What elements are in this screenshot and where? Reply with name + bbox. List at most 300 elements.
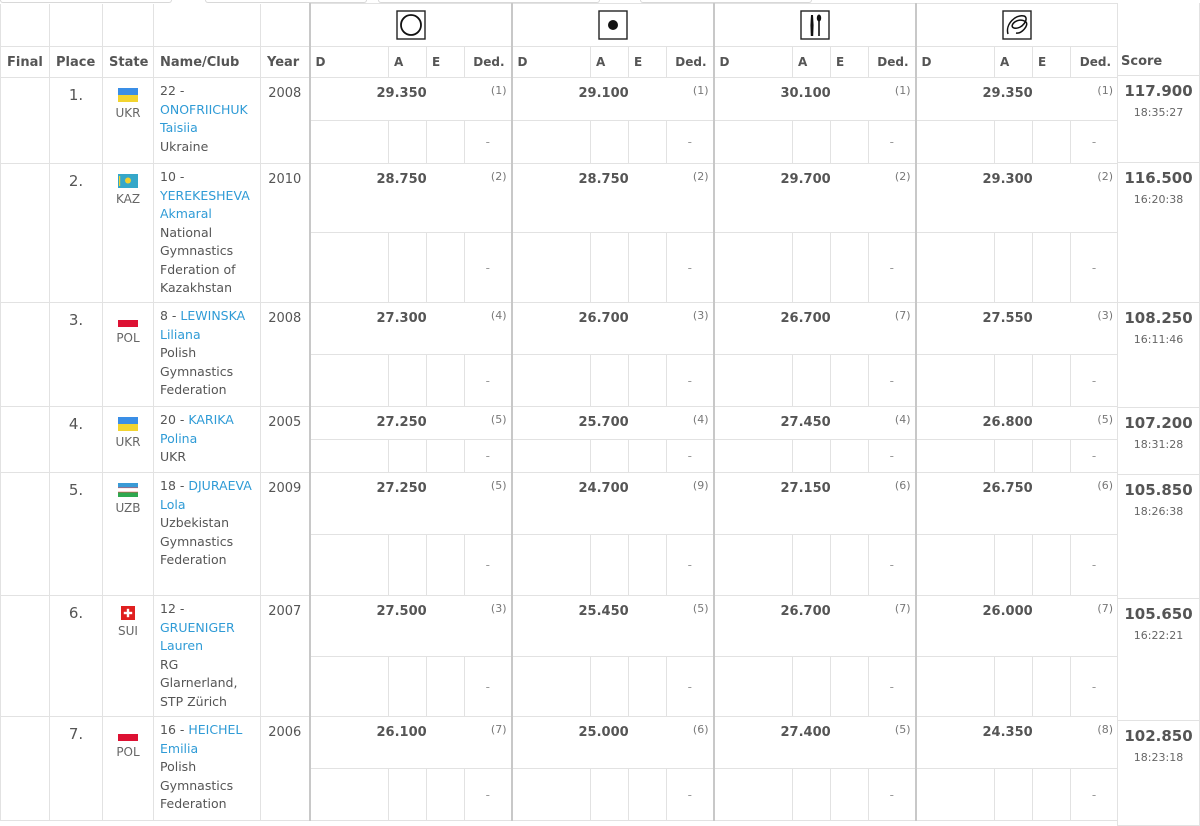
a-score-cell — [793, 121, 831, 164]
subheader-d: D — [310, 47, 389, 78]
apparatus-score: 30.100 — [780, 86, 831, 101]
apparatus-score-cell — [512, 717, 714, 769]
apparatus-score-cell — [512, 596, 714, 657]
subheader-d: D — [714, 47, 793, 78]
state-cell — [103, 407, 154, 473]
a-score-cell — [389, 121, 427, 164]
place-cell: 3. — [50, 303, 103, 407]
place-cell: 2. — [50, 164, 103, 303]
year-cell: 2007 — [261, 596, 310, 717]
a-score-cell — [591, 440, 629, 473]
year-cell: 2010 — [261, 164, 310, 303]
apparatus-rank: (3) — [490, 602, 507, 615]
a-score-cell — [995, 440, 1033, 473]
apparatus-rank: (5) — [490, 413, 507, 426]
apparatus-score-cell — [310, 407, 512, 440]
e-score-cell — [1033, 355, 1071, 407]
name-club-cell — [154, 78, 261, 164]
e-score-cell — [427, 440, 465, 473]
d-score-cell — [916, 769, 995, 821]
ded-cell: - — [667, 233, 714, 303]
score-cell — [1117, 599, 1200, 721]
a-score-cell — [995, 535, 1033, 596]
table-row[interactable] — [1, 596, 1118, 657]
d-score-cell — [714, 657, 793, 717]
apparatus-rank: (5) — [692, 602, 709, 615]
apparatus-rank: (4) — [894, 413, 911, 426]
apparatus-rank: (2) — [490, 170, 507, 183]
header-place[interactable]: Place — [50, 47, 103, 78]
e-score-cell — [1033, 657, 1071, 717]
apparatus-score: 29.350 — [982, 86, 1033, 101]
d-score-cell — [714, 769, 793, 821]
header-state[interactable]: State — [103, 47, 154, 78]
apparatus-score-cell — [714, 717, 916, 769]
state-cell — [103, 717, 154, 821]
d-score-cell — [714, 535, 793, 596]
sui-flag-icon — [118, 606, 138, 620]
country-code: KAZ — [115, 192, 141, 206]
subheader-d: D — [916, 47, 995, 78]
header-spacer — [50, 4, 103, 47]
total-score: 116.500 — [1124, 169, 1193, 187]
apparatus-score-cell — [714, 303, 916, 355]
table-row[interactable] — [1, 717, 1118, 769]
ded-cell: - — [869, 233, 916, 303]
a-score-cell — [793, 233, 831, 303]
e-score-cell — [629, 355, 667, 407]
e-score-cell — [831, 440, 869, 473]
apparatus-score: 26.700 — [780, 604, 831, 619]
score-cell — [1117, 408, 1200, 475]
athlete-link[interactable]: GRUENIGER Lauren — [160, 619, 235, 653]
d-score-cell — [916, 535, 995, 596]
apparatus-score: 27.450 — [780, 415, 831, 430]
apparatus-score: 27.400 — [780, 725, 831, 740]
d-score-cell — [512, 769, 591, 821]
apparatus-score-cell — [916, 164, 1118, 233]
a-score-cell — [389, 233, 427, 303]
e-score-cell — [831, 121, 869, 164]
apparatus-score: 27.150 — [780, 481, 831, 496]
apparatus-score-cell — [916, 303, 1118, 355]
e-score-cell — [629, 440, 667, 473]
score-cell — [1117, 721, 1200, 826]
apparatus-score-cell — [512, 473, 714, 535]
year-cell: 2008 — [261, 78, 310, 164]
apparatus-score-cell — [916, 78, 1118, 121]
ded-cell: - — [869, 355, 916, 407]
ukr-flag-icon — [118, 417, 138, 431]
club-name: Polish Gymnastics Federation — [160, 759, 234, 811]
subheader-a: A — [793, 47, 831, 78]
apparatus-rank: (5) — [490, 479, 507, 492]
e-score-cell — [831, 535, 869, 596]
club-name: Uzbekistan Gymnastics Federation — [160, 515, 234, 567]
a-score-cell — [793, 769, 831, 821]
score-time: 16:22:21 — [1133, 629, 1184, 642]
country-code: UKR — [115, 106, 141, 120]
table-row[interactable] — [1, 473, 1118, 535]
apparatus-rank: (3) — [1097, 309, 1113, 322]
e-score-cell — [1033, 535, 1071, 596]
place-cell: 4. — [50, 407, 103, 473]
apparatus-score: 27.250 — [376, 415, 427, 430]
apparatus-rank: (2) — [692, 170, 709, 183]
ribbon-header — [916, 4, 1118, 47]
a-score-cell — [793, 355, 831, 407]
header-spacer — [103, 4, 154, 47]
club-name: Ukraine — [160, 138, 209, 154]
d-score-cell — [310, 657, 389, 717]
header-spacer — [154, 4, 261, 47]
final-cell — [1, 303, 50, 407]
apparatus-score: 27.550 — [982, 311, 1033, 326]
a-score-cell — [591, 121, 629, 164]
apparatus-score-cell — [310, 78, 512, 121]
score-cell — [1117, 76, 1200, 163]
club-name: Polish Gymnastics Federation — [160, 345, 234, 397]
results-table — [0, 3, 1118, 821]
club-name: RG Glarnerland, STP Zürich — [160, 656, 238, 709]
country-code: POL — [116, 745, 140, 759]
year-cell: 2006 — [261, 717, 310, 821]
apparatus-rank: (9) — [692, 479, 709, 492]
a-score-cell — [389, 657, 427, 717]
score-time: 18:26:38 — [1133, 505, 1184, 518]
score-cell — [1117, 475, 1200, 599]
apparatus-score-cell — [512, 303, 714, 355]
subheader-ded: Ded. — [667, 47, 714, 78]
apparatus-score: 28.750 — [376, 172, 427, 187]
e-score-cell — [427, 769, 465, 821]
athlete-link[interactable]: ONOFRIICHUK Taisiia — [160, 101, 248, 135]
final-cell — [1, 717, 50, 821]
ded-cell: - — [1071, 769, 1118, 821]
apparatus-rank: (3) — [692, 309, 709, 322]
subheader-e: E — [629, 47, 667, 78]
total-score: 105.650 — [1124, 605, 1193, 623]
d-score-cell — [714, 355, 793, 407]
bib-number: 20 - — [160, 412, 185, 427]
subheader-a: A — [995, 47, 1033, 78]
apparatus-score-cell — [512, 164, 714, 233]
apparatus-score: 25.700 — [578, 415, 629, 430]
apparatus-rank: (7) — [1097, 602, 1113, 615]
state-cell — [103, 473, 154, 596]
clubs-icon — [800, 10, 830, 40]
bib-number: 12 - — [160, 601, 185, 616]
apparatus-score: 26.000 — [982, 604, 1033, 619]
e-score-cell — [427, 535, 465, 596]
apparatus-rank: (2) — [1097, 170, 1113, 183]
apparatus-score-cell — [714, 407, 916, 440]
d-score-cell — [512, 535, 591, 596]
athlete-link[interactable]: YEREKESHEVA Akmaral — [160, 187, 250, 221]
d-score-cell — [512, 440, 591, 473]
apparatus-score-cell — [714, 164, 916, 233]
ded-cell: - — [465, 355, 512, 407]
table-row[interactable] — [1, 164, 1118, 233]
apparatus-score: 27.250 — [376, 481, 427, 496]
ded-cell: - — [465, 121, 512, 164]
apparatus-score: 27.300 — [376, 311, 427, 326]
ded-cell: - — [667, 121, 714, 164]
score-column — [1117, 3, 1200, 826]
apparatus-score-cell — [512, 78, 714, 121]
ded-cell: - — [1071, 355, 1118, 407]
year-cell: 2008 — [261, 303, 310, 407]
a-score-cell — [591, 355, 629, 407]
apparatus-rank: (6) — [1097, 479, 1113, 492]
e-score-cell — [1033, 769, 1071, 821]
apparatus-score: 26.700 — [780, 311, 831, 326]
pol-flag-icon — [118, 727, 138, 741]
e-score-cell — [1033, 233, 1071, 303]
e-score-cell — [427, 233, 465, 303]
d-score-cell — [512, 355, 591, 407]
ded-cell: - — [1071, 535, 1118, 596]
place-cell: 6. — [50, 596, 103, 717]
subheader-ded: Ded. — [465, 47, 512, 78]
d-score-cell — [916, 233, 995, 303]
apparatus-rank: (1) — [692, 84, 709, 97]
d-score-cell — [916, 121, 995, 164]
header-name-club[interactable]: Name/Club — [154, 47, 261, 78]
apparatus-score: 24.350 — [982, 725, 1033, 740]
e-score-cell — [427, 355, 465, 407]
ded-cell: - — [1071, 657, 1118, 717]
state-cell — [103, 303, 154, 407]
e-score-cell — [427, 657, 465, 717]
country-code: POL — [116, 331, 140, 345]
a-score-cell — [995, 769, 1033, 821]
e-score-cell — [831, 233, 869, 303]
name-club-cell — [154, 596, 261, 717]
e-score-cell — [629, 769, 667, 821]
athlete-link[interactable]: HEICHEL Emilia — [160, 722, 243, 756]
header-score[interactable]: Score — [1117, 3, 1200, 76]
apparatus-rank: (7) — [490, 723, 507, 736]
ded-cell: - — [667, 440, 714, 473]
country-code: SUI — [118, 624, 138, 638]
a-score-cell — [995, 121, 1033, 164]
a-score-cell — [389, 535, 427, 596]
e-score-cell — [629, 657, 667, 717]
ded-cell: - — [465, 440, 512, 473]
apparatus-score: 28.750 — [578, 172, 629, 187]
apparatus-score: 26.750 — [982, 481, 1033, 496]
apparatus-score: 26.100 — [376, 725, 427, 740]
ded-cell: - — [667, 769, 714, 821]
d-score-cell — [310, 535, 389, 596]
state-cell — [103, 78, 154, 164]
ribbon-icon — [1002, 10, 1032, 40]
country-code: UZB — [115, 501, 141, 515]
d-score-cell — [512, 121, 591, 164]
apparatus-score-cell — [310, 596, 512, 657]
athlete-link[interactable]: DJURAEVA Lola — [160, 478, 252, 512]
header-spacer — [1, 4, 50, 47]
place-cell: 7. — [50, 717, 103, 821]
ded-cell: - — [869, 769, 916, 821]
a-score-cell — [591, 769, 629, 821]
final-cell — [1, 596, 50, 717]
apparatus-rank: (6) — [692, 723, 709, 736]
apparatus-score: 27.500 — [376, 604, 427, 619]
a-score-cell — [793, 657, 831, 717]
name-club-cell — [154, 473, 261, 596]
ball-header — [512, 4, 714, 47]
score-time: 16:11:46 — [1133, 333, 1184, 346]
bib-number: 18 - — [160, 478, 185, 493]
d-score-cell — [512, 657, 591, 717]
header-spacer — [261, 4, 310, 47]
d-score-cell — [714, 121, 793, 164]
a-score-cell — [389, 355, 427, 407]
apparatus-rank: (4) — [692, 413, 709, 426]
d-score-cell — [916, 440, 995, 473]
e-score-cell — [629, 121, 667, 164]
e-score-cell — [629, 535, 667, 596]
ded-cell: - — [1071, 440, 1118, 473]
hoop-header — [310, 4, 512, 47]
apparatus-score: 29.350 — [376, 86, 427, 101]
ded-cell: - — [1071, 233, 1118, 303]
name-club-cell — [154, 407, 261, 473]
a-score-cell — [793, 440, 831, 473]
apparatus-score-cell — [310, 303, 512, 355]
hoop-icon — [396, 10, 426, 40]
total-score: 105.850 — [1124, 481, 1193, 499]
apparatus-score: 29.300 — [982, 172, 1033, 187]
apparatus-score: 24.700 — [578, 481, 629, 496]
year-cell: 2009 — [261, 473, 310, 596]
apparatus-score-cell — [714, 473, 916, 535]
ded-cell: - — [465, 769, 512, 821]
apparatus-score-cell — [916, 596, 1118, 657]
table-row[interactable] — [1, 303, 1118, 355]
apparatus-rank: (1) — [1097, 84, 1113, 97]
total-score: 107.200 — [1124, 414, 1193, 432]
ded-cell: - — [869, 657, 916, 717]
ded-cell: - — [869, 121, 916, 164]
a-score-cell — [591, 535, 629, 596]
subheader-ded: Ded. — [869, 47, 916, 78]
state-cell — [103, 164, 154, 303]
apparatus-rank: (7) — [894, 602, 911, 615]
apparatus-score-cell — [916, 407, 1118, 440]
apparatus-rank: (1) — [894, 84, 911, 97]
apparatus-score-cell — [512, 407, 714, 440]
kaz-flag-icon — [118, 174, 138, 188]
clubs-header — [714, 4, 916, 47]
score-time: 16:20:38 — [1133, 193, 1184, 206]
total-score: 117.900 — [1124, 82, 1193, 100]
ded-cell: - — [869, 440, 916, 473]
a-score-cell — [793, 535, 831, 596]
d-score-cell — [916, 355, 995, 407]
name-club-cell — [154, 717, 261, 821]
final-cell — [1, 473, 50, 596]
subheader-d: D — [512, 47, 591, 78]
bib-number: 22 - — [160, 83, 185, 98]
ded-cell: - — [1071, 121, 1118, 164]
ukr-flag-icon — [118, 88, 138, 102]
apparatus-score-cell — [916, 717, 1118, 769]
place-cell: 5. — [50, 473, 103, 596]
subheader-a: A — [389, 47, 427, 78]
ball-icon — [598, 10, 628, 40]
e-score-cell — [831, 657, 869, 717]
bib-number: 16 - — [160, 722, 185, 737]
subheader-e: E — [1033, 47, 1071, 78]
apparatus-score: 25.450 — [578, 604, 629, 619]
apparatus-rank: (8) — [1097, 723, 1113, 736]
athlete-link[interactable]: KARIKA Polina — [160, 412, 234, 446]
bib-number: 10 - — [160, 169, 185, 184]
subheader-e: E — [831, 47, 869, 78]
d-score-cell — [512, 233, 591, 303]
d-score-cell — [310, 121, 389, 164]
table-row[interactable] — [1, 78, 1118, 121]
apparatus-score-cell — [714, 78, 916, 121]
apparatus-score: 29.100 — [578, 86, 629, 101]
e-score-cell — [427, 121, 465, 164]
apparatus-rank: (5) — [894, 723, 911, 736]
state-cell — [103, 596, 154, 717]
total-score: 102.850 — [1124, 727, 1193, 745]
ded-cell: - — [667, 657, 714, 717]
country-code: UKR — [115, 435, 141, 449]
apparatus-rank: (4) — [490, 309, 507, 322]
e-score-cell — [1033, 440, 1071, 473]
a-score-cell — [591, 233, 629, 303]
d-score-cell — [310, 355, 389, 407]
a-score-cell — [591, 657, 629, 717]
score-time: 18:23:18 — [1133, 751, 1184, 764]
a-score-cell — [995, 355, 1033, 407]
score-time: 18:31:28 — [1133, 438, 1184, 451]
e-score-cell — [629, 233, 667, 303]
header-final[interactable]: Final — [1, 47, 50, 78]
ded-cell: - — [667, 355, 714, 407]
apparatus-score: 26.800 — [982, 415, 1033, 430]
a-score-cell — [389, 440, 427, 473]
apparatus-score-cell — [310, 164, 512, 233]
subheader-ded: Ded. — [1071, 47, 1118, 78]
ded-cell: - — [667, 535, 714, 596]
apparatus-score-cell — [714, 596, 916, 657]
header-year[interactable]: Year — [261, 47, 310, 78]
total-score: 108.250 — [1124, 309, 1193, 327]
name-club-cell — [154, 164, 261, 303]
final-cell — [1, 78, 50, 164]
d-score-cell — [714, 233, 793, 303]
athlete-link[interactable]: LEWINSKA Liliana — [160, 308, 246, 342]
apparatus-rank: (7) — [894, 309, 911, 322]
club-name: UKR — [160, 449, 187, 464]
apparatus-score: 25.000 — [578, 725, 629, 740]
uzb-flag-icon — [118, 483, 138, 497]
table-row[interactable] — [1, 407, 1118, 440]
ded-cell: - — [465, 657, 512, 717]
score-cell — [1117, 303, 1200, 408]
score-time: 18:35:27 — [1133, 106, 1184, 119]
a-score-cell — [995, 657, 1033, 717]
pol-flag-icon — [118, 313, 138, 327]
subheader-a: A — [591, 47, 629, 78]
